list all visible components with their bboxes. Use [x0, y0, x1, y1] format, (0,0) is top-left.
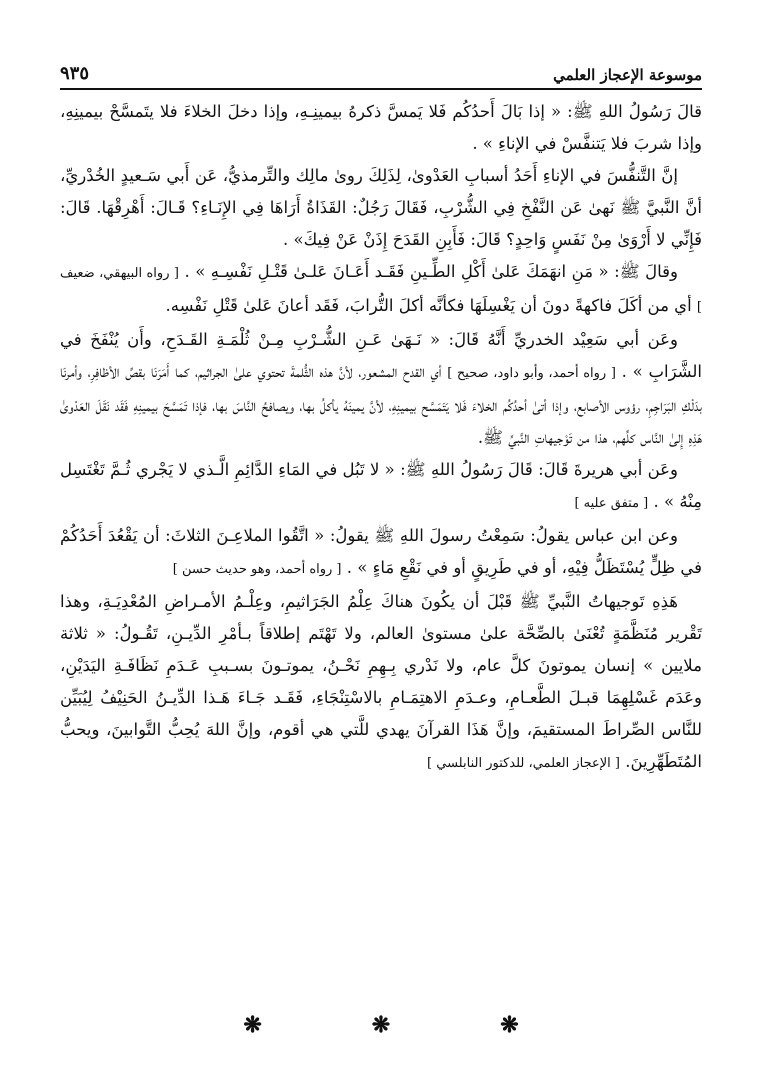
paragraph: قالَ رَسُولُ اللهِ ﷺ: « إذا بَالَ أَحدُكُم فَلا يَمسَّ ذكرهُ بيمينِـهِ، وإذا دخلَ الخلاءَ فلا يتَمسَّحْ بيمينِهِ، وإذا شربَ فلا يَتنفَّسْ في الإناءِ » .	[60, 102, 702, 153]
citation: [ رواه البيهقي، ضعيف ]	[60, 266, 702, 315]
star-ornament: ❋	[243, 1012, 262, 1038]
star-ornament: ❋	[500, 1012, 519, 1038]
paragraph: وعَن أبي هريرةَ قَالَ: قَالَ رَسُولُ اللهِ ﷺ: « لا تَبُل في المَاءِ الدَّائِمِ الَّـذي لا يَجْري ثُـمَّ تَغْتَسِل مِنْهُ » . [ متفق عليه ]	[60, 460, 702, 511]
page-header	[60, 56, 702, 90]
citation: [ متفق عليه ]	[574, 496, 649, 511]
paragraph: إنَّ التَّنفُّسَ في الإناءِ أَحَدُ أسبابِ العَدْوىٰ، لِذَلِكَ روىٰ مالِك والتِّرمذيُّ، عَن أَبي سَـعيدٍ الخُدْريِّ، أنَّ النَّبيَّ ﷺ نَهىٰ عَن النَّفْخِ فِي الشُّرْبِ، فَقَالَ رَجُلٌ: القَذَاةُ أَرَاهَا فِي الإِنَـاءِ؟ قَـالَ: أَهْرِقْهَا. قَالَ: فَإِنِّي لا أَرْوَىٰ مِنْ نَفَسٍ وَاحِدٍ؟ قَالَ: فَأَبِنِ القَدَحَ إِذَنْ عَنْ فِيكَ» .	[60, 166, 702, 249]
paragraph: وعن ابن عباس يقولُ: سَمِعْتُ رسولَ اللهِ ﷺ يقولُ: « اتَّقُوا الملاعِـنَ الثلاثَ: أن يَقْعُدَ أَحَدُكُمْ في ظِلٍّ يُسْتَظَلُّ فِيْهِ، أو في طَرِيقٍ أو في نَقْعِ مَاءٍ » . [ رواه أحمد، وهو حديث حسن ]	[60, 526, 702, 577]
star-ornament: ❋	[371, 1012, 391, 1038]
paragraph: وقالَ ﷺ: « مَنِ انهَمَكَ عَلىٰ أَكْلِ الطِّـينِ فَقَـد أَعَـانَ عَلـىٰ قَتْـلِ نَفْسِـهِ » . [ رواه البيهقي، ضعيف ] أي من أكَلَ فاكهةً دونَ أن يَغْسِلَهَا فكأنَّه أكلَ التُّرابَ، فَقَد أعانَ عَلىٰ قَتْلِ نَفْسِه.	[60, 262, 702, 315]
citation: [ رواه أحمد، وأبو داود، صحيح ]	[447, 366, 616, 381]
page-number: ٩٣٥	[60, 63, 90, 84]
citation: [ الإعجاز العلمي، للدكتور النابلسي ]	[427, 756, 620, 771]
page-body	[60, 96, 702, 780]
citation: [ رواه أحمد، وهو حديث حسن ]	[172, 562, 342, 577]
section-divider	[60, 1012, 702, 1038]
paragraph: وعَن أبي سَعِيْد الخدريِّ أَنَّهُ قَالَ: « نَـهَىٰ عَـنِ الشُّـرْبِ مِـنْ ثُلْمَـةِ القَـدَحِ، وأَن يُنْفَخَ في الشَّرَابِ » . [ رواه أحمد، وأبو داود، صحيح ] أي القدح المشعور، لأنَّ هذه الثُّلمةَ تحتوي علىٰ الجراثيم، كما أَمَرَنَا بقصِّ الأظافِرِ، وأمرنَا بدَلْكِ البَرَاجِمِ، رؤوس الأصابع، وإذا أتىٰ أحدُكُم الخلاءَ فَلا يَتَمَسَّح بيمينِهِ، لأنَّ يمينَهُ يأكلُ بها، ويصافحُ النَّاسَ بها، فإذا تَمَسَّحَ بيمينِهِ فَقَد نَقَلَ العَدْوىٰ هَذِهِ إِلىٰ النَّاس كلِّهم، هذا من تَوْجيهاتِ النَّبيِّ ﷺ.	[60, 330, 703, 447]
paragraph: هَذِهِ تَوجيهاتُ النَّبيِّ ﷺ قَبْلَ أن يكُونَ هناكَ عِلْمُ الجَرَاثيمِ، وعِلْـمُ الأمـراضِ المُعْدِيَـةِ، وهذا تَقْرير مُنَظَّمَةٍ تُعْنَىٰ بالصِّحَّة علىٰ مستوىٰ العالم، ولا تَهْتَم إطلاقاً بـأمْرِ الدِّيـنِ، تَقُـولُ: « ثلاثة ملايين » إنسان يموتونَ كلَّ عام، ولا نَدْري بِـهِمِ نَحْـنُ، يموتـونَ بسـببِ عَـدَمِ نَظَافَـةِ اليَدَيْنِ، وعَدَم غَسْلِهِمَا قبـلَ الطَّعـامِ، وعـدَمِ الاهتِمَـامِ بالاسْتِنْجَاءِ، فَقَـد جَـاءَ هَـذا الدِّيـنُ الحَنِيْفُ لِيُبَيِّن للنَّاس الصِّراطَ المستقيمَ، وإنَّ هَذَا القرآنَ يهدي للَّتي هي أقوم، وإنَّ اللهَ يُحِبُّ التَّوابينَ، ويحبُّ المُتَطَهِّرِينَ. [ الإعجاز العلمي، للدكتور النابلسي ]	[60, 592, 702, 771]
book-title: موسوعة الإعجاز العلمي	[553, 66, 702, 84]
